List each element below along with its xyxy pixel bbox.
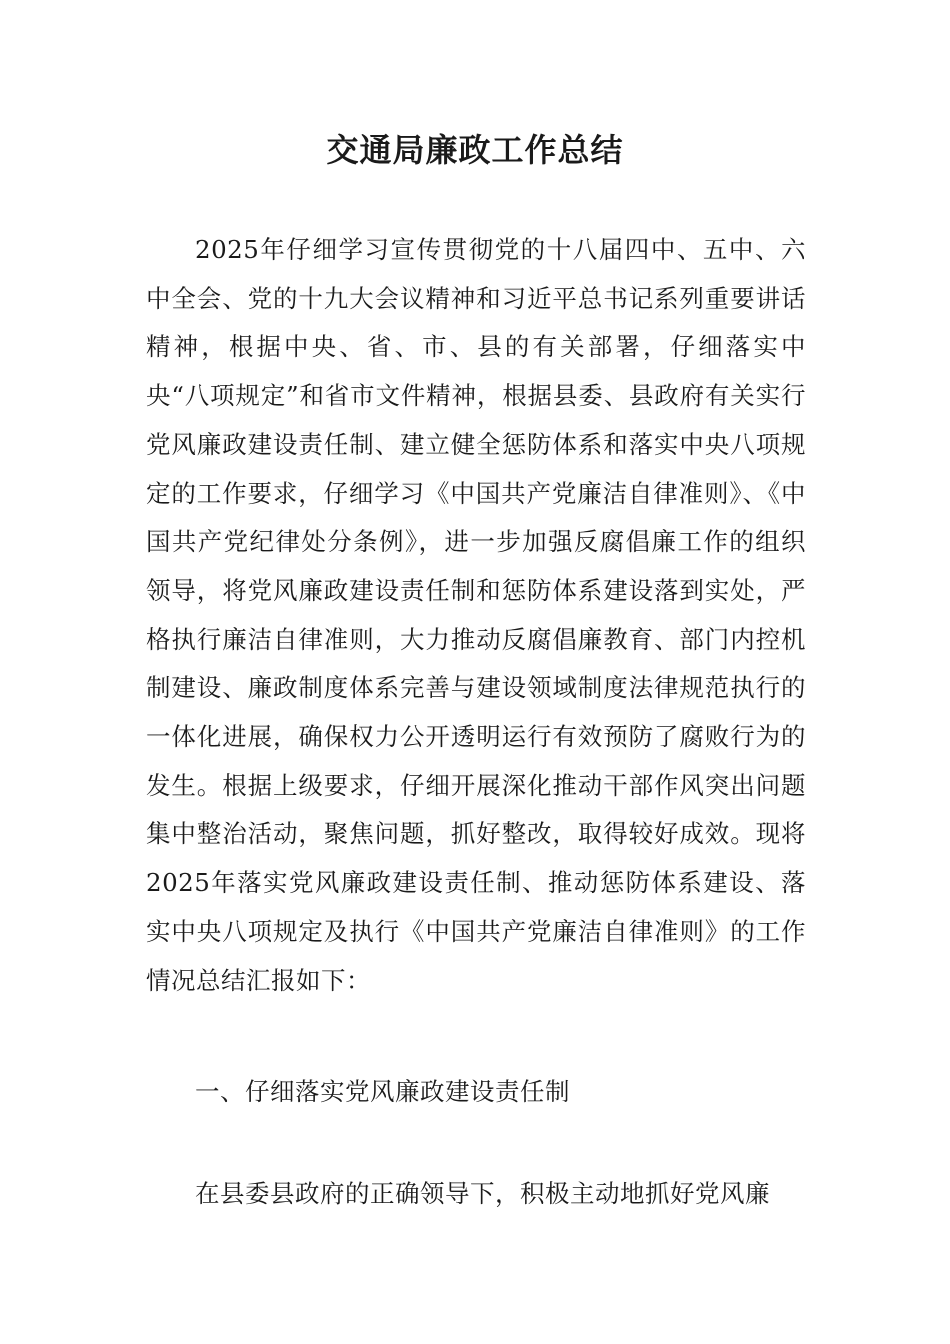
document-title: 交通局廉政工作总结 xyxy=(326,131,624,169)
intro-paragraph: 2025年仔细学习宣传贯彻党的十八届四中、五中、六中全会、党的十九大会议精神和习近平总书记系列重要讲话精神，根据中央、省、市、县的有关部署，仔细落实中央“八项规定”和省市文件精神，根据县委、县政府有关实行党风廉政建设责任制、建立健全惩防体系和落实中央八项规定的工作要求，仔细学习《中国共产党廉洁自律准则》、《中国共产党纪律处分条例》，进一步加强反腐倡廉工作的组织领导，将党风廉政建设责任制和惩防体系建设落到实处，严格执行廉洁自律准则，大力推动反腐倡廉教育、部门内控机制建设、廉政制度体系完善与建设领域制度法律规范执行的一体化进展，确保权力公开透明运行有效预防了腐败行为的发生。根据上级要求，仔细开展深化推动干部作风突出问题集中整治活动，聚焦问题，抓好整改，取得较好成效。现将2025年落实党风廉政建设责任制、推动惩防体系建设、落实中央八项规定及执行《中国共产党廉洁自律准则》的工作情况总结汇报如下： xyxy=(146,235,806,995)
body-paragraph: 在县委县政府的正确领导下，积极主动地抓好党风廉 xyxy=(195,1179,770,1208)
section-heading: 一、仔细落实党风廉政建设责任制 xyxy=(195,1077,570,1106)
